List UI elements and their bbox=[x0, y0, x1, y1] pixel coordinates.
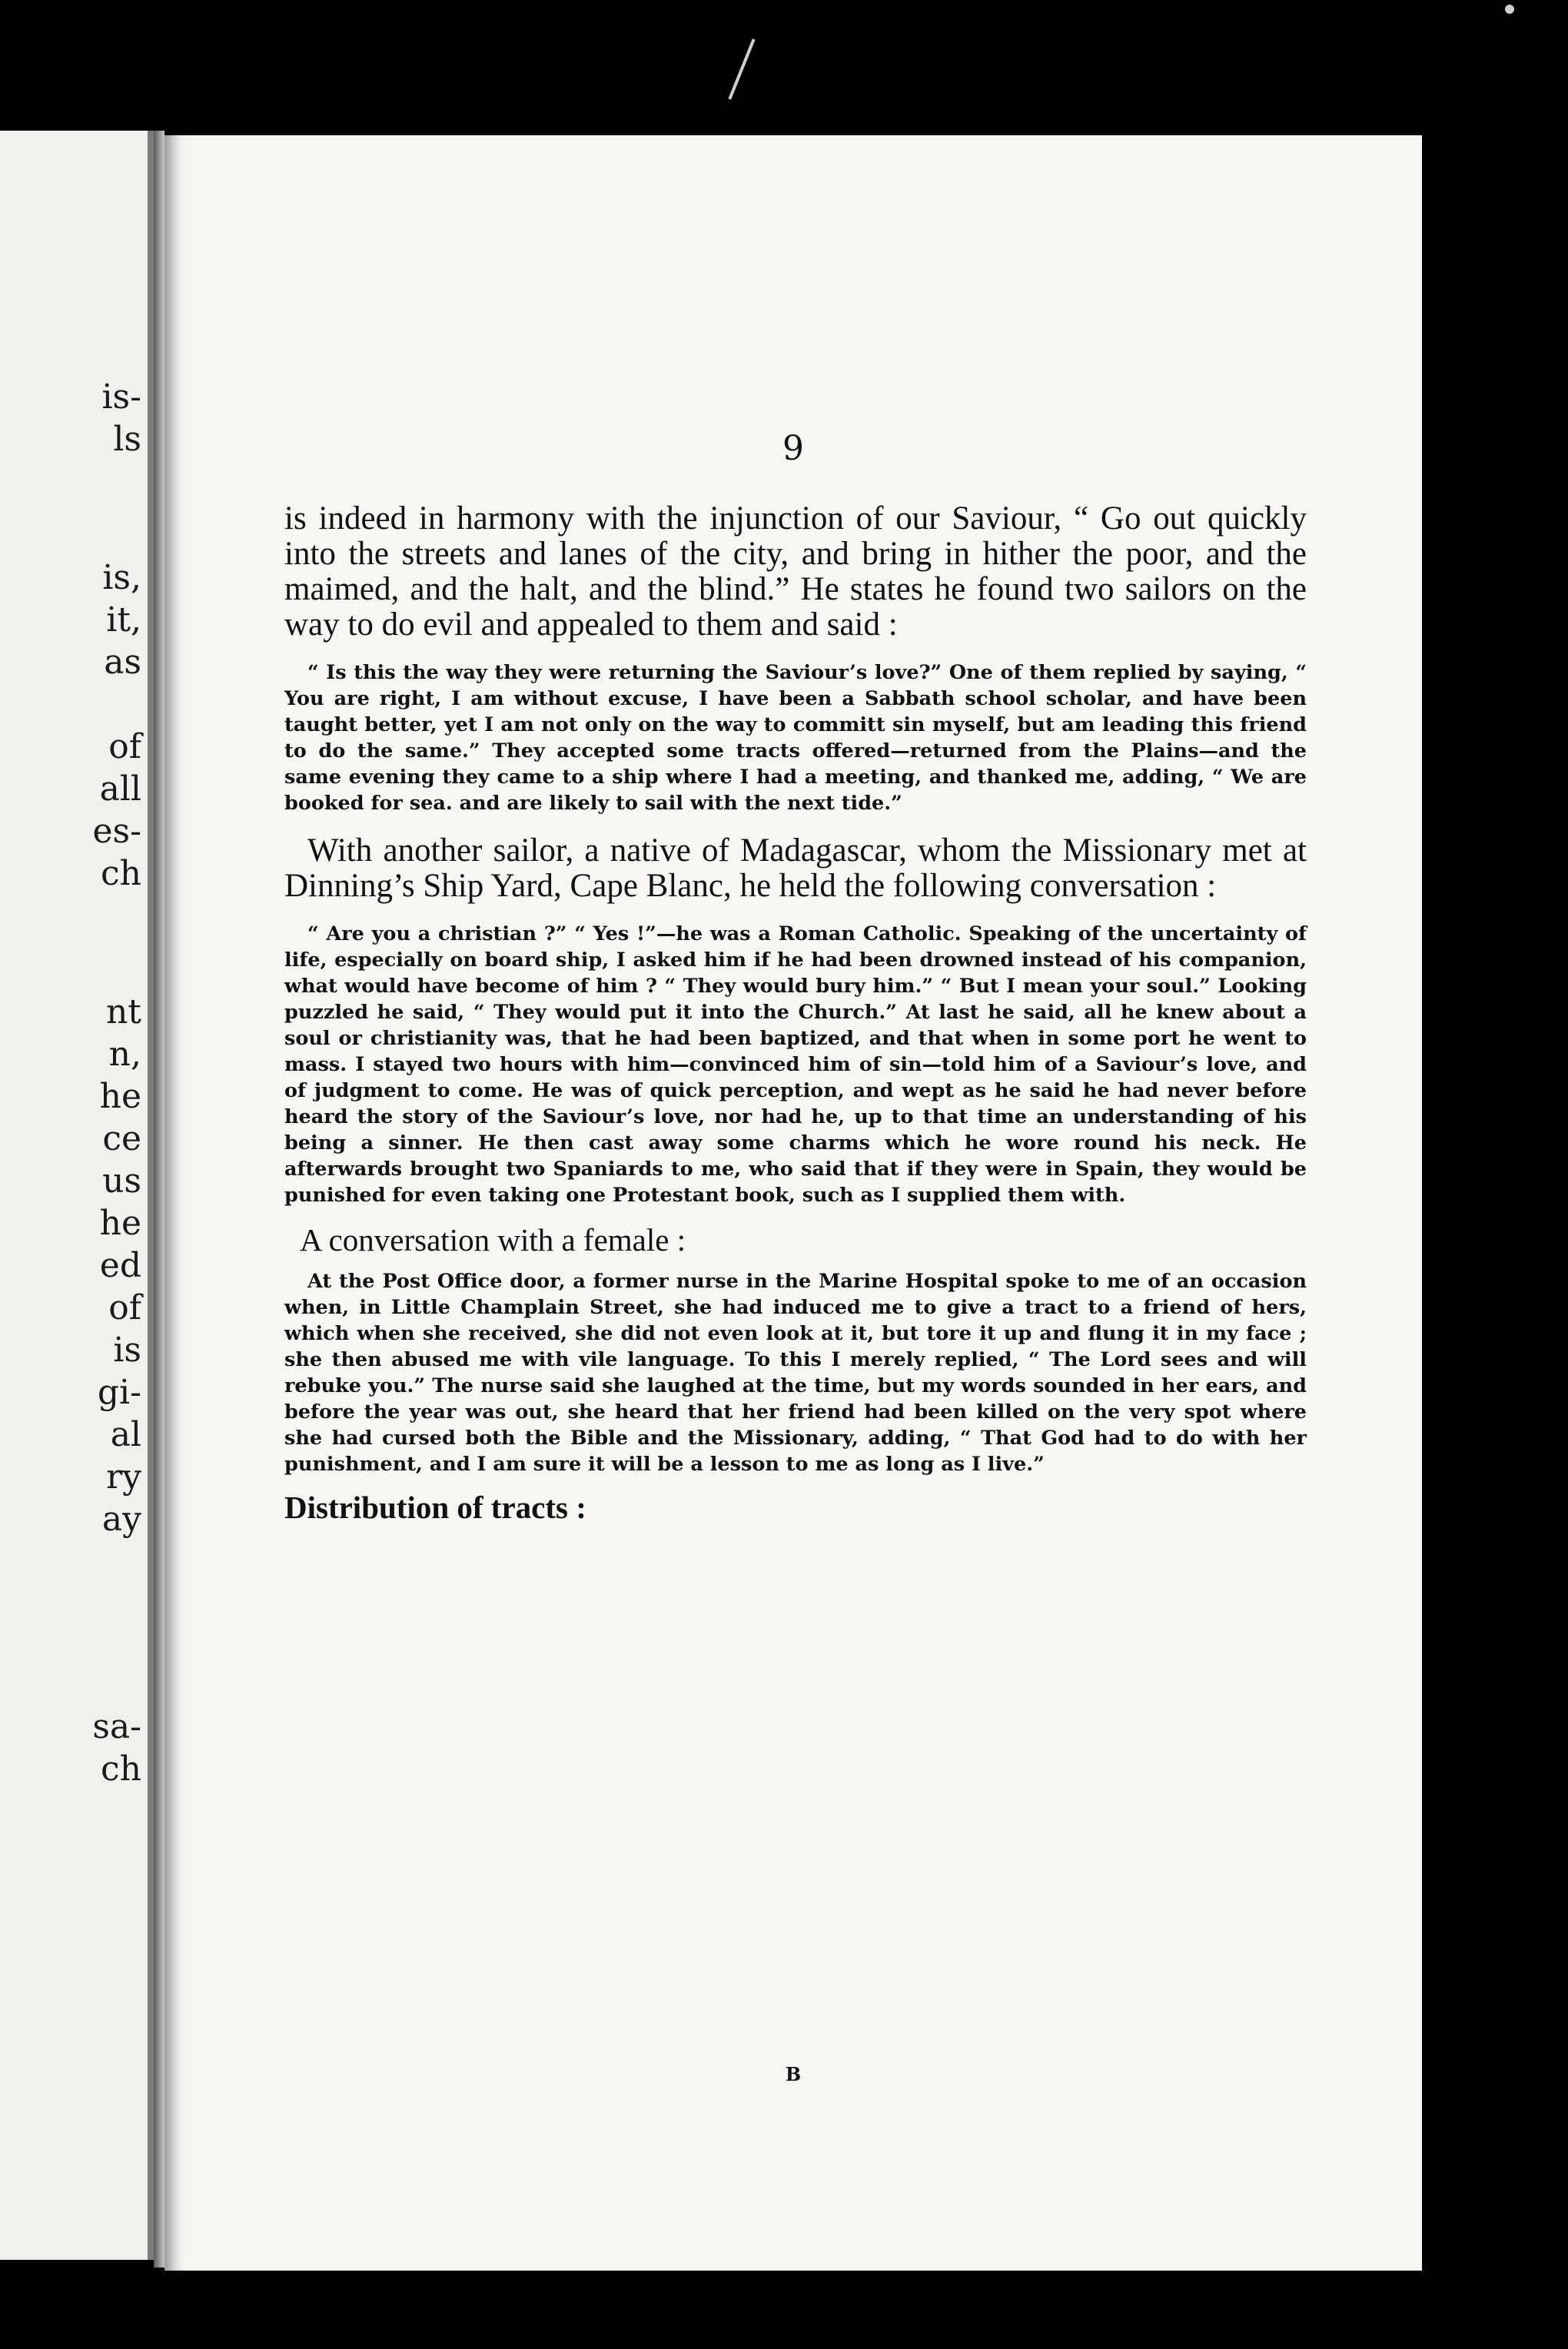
left-page-text-fragment: n, bbox=[108, 1035, 141, 1074]
left-page-text-fragment: al bbox=[110, 1415, 141, 1454]
left-page-text-fragment: is bbox=[113, 1331, 141, 1370]
left-page-text-fragment: gi- bbox=[97, 1373, 141, 1412]
paragraph-injunction: is indeed in harmony with the injunction of our Saviour, “ Go out quickly into the streets and lanes of the city, and bring in hither the poor, and the maimed, and the halt, and the blind.” He states he found two sailors on the way to do evil and appealed to them and said : bbox=[284, 500, 1307, 643]
left-page-text-fragment: as bbox=[104, 643, 141, 682]
heading-conversation-female: A conversation with a female : bbox=[300, 1222, 686, 1258]
left-page-text-fragment: ls bbox=[113, 420, 141, 459]
left-page-text-fragment: ed bbox=[99, 1246, 141, 1285]
left-page-text-fragment: ay bbox=[101, 1500, 141, 1539]
left-page-text-fragment: sa- bbox=[92, 1707, 141, 1746]
page-number: 9 bbox=[782, 429, 804, 468]
left-page-text-fragment: is, bbox=[102, 558, 141, 597]
quote-conversation: “ Are you a christian ?” “ Yes !”—he was a Roman Catholic. Speaking of the uncertainty of life, especially on board ship, I asked him if he had been drowned instead of his companion, what would have become of him ? “ They would bury him.” “ But I mean your soul.” Looking puzzled he said, “ They would put it into the Church.” At last he said, all he knew about a soul or christianity was, that he had been baptized, and that when in some port he went to mass. I stayed two hours with him—convinced him of sin—told him of a Saviour’s love, and of judgment to come. He was of quick perception, and wept as he said he had never before heard the story of the Saviour’s love, nor had he, up to that time an understanding of his being a sinner. He then cast away some charms which he wore round his neck. He afterwards brought two Spaniards to me, who said that if they were in Spain, they would be punished for even taking one Protestant book, such as I supplied them with. bbox=[284, 922, 1307, 1207]
paragraph-madagascar-sailor: With another sailor, a native of Madagascar, whom the Missionary met at Dinning’s Ship Yard, Cape Blanc, he held the following conversation : bbox=[284, 832, 1307, 904]
left-page-text-fragment: us bbox=[102, 1161, 141, 1201]
left-page-text-fragment: ry bbox=[106, 1457, 141, 1497]
left-page-text-fragment: ch bbox=[101, 854, 141, 893]
pencil-mark bbox=[728, 38, 755, 99]
left-page-text-fragment: of bbox=[108, 727, 141, 766]
left-page-text-fragment: it, bbox=[106, 600, 141, 640]
book-gutter bbox=[154, 131, 164, 2268]
left-page-text-fragment: he bbox=[99, 1077, 141, 1116]
quote-nurse: At the Post Office door, a former nurse in the Marine Hospital spoke to me of an occasion when, in Little Champlain Street, she had induced me to give a tract to a friend of hers, which when she received, she did not even look at it, but tore it up and flung it in my face ; she then abused me with vile language. To this I merely replied, “ The Lord sees and will rebuke you.” The nurse said she laughed at the time, but my words sounded in her ears, and before the year was out, she heard that her friend had been killed on the very spot where she had cursed both the Bible and the Missionary, adding, “ That God had to do with her punishment, and I am sure it will be a lesson to me as long as I live.” bbox=[284, 1270, 1307, 1476]
left-facing-page bbox=[0, 131, 154, 2260]
left-page-text-fragment: ch bbox=[101, 1749, 141, 1789]
quote-two-sailors: “ Is this the way they were returning the Saviour’s love?” One of them replied by saying, “ You are right, I am without excuse, I have been a Sabbath school scholar, and have been taught better, yet I am not only on the way to committ sin myself, but am leading this friend to do the same.” They accepted some tracts offered—returned from the Plains—and the same evening they came to a ship where I had a meeting, and thanked me, adding, “ We are booked for sea. and are likely to sail with the next tide.” bbox=[284, 661, 1307, 815]
left-page-text-fragment: he bbox=[99, 1204, 141, 1243]
scan-speck bbox=[1505, 5, 1514, 14]
left-page-text-fragment: of bbox=[108, 1288, 141, 1327]
signature-mark: B bbox=[785, 2063, 802, 2085]
left-page-text-fragment: all bbox=[99, 769, 141, 809]
left-page-text-fragment: es- bbox=[92, 812, 141, 851]
heading-distribution-of-tracts: Distribution of tracts : bbox=[284, 1490, 586, 1525]
left-page-text-fragment: nt bbox=[105, 992, 141, 1032]
right-page bbox=[164, 135, 1422, 2271]
left-page-text-fragment: ce bbox=[102, 1119, 141, 1158]
page-body bbox=[284, 501, 1307, 1525]
left-page-text-fragment: is- bbox=[101, 377, 141, 417]
